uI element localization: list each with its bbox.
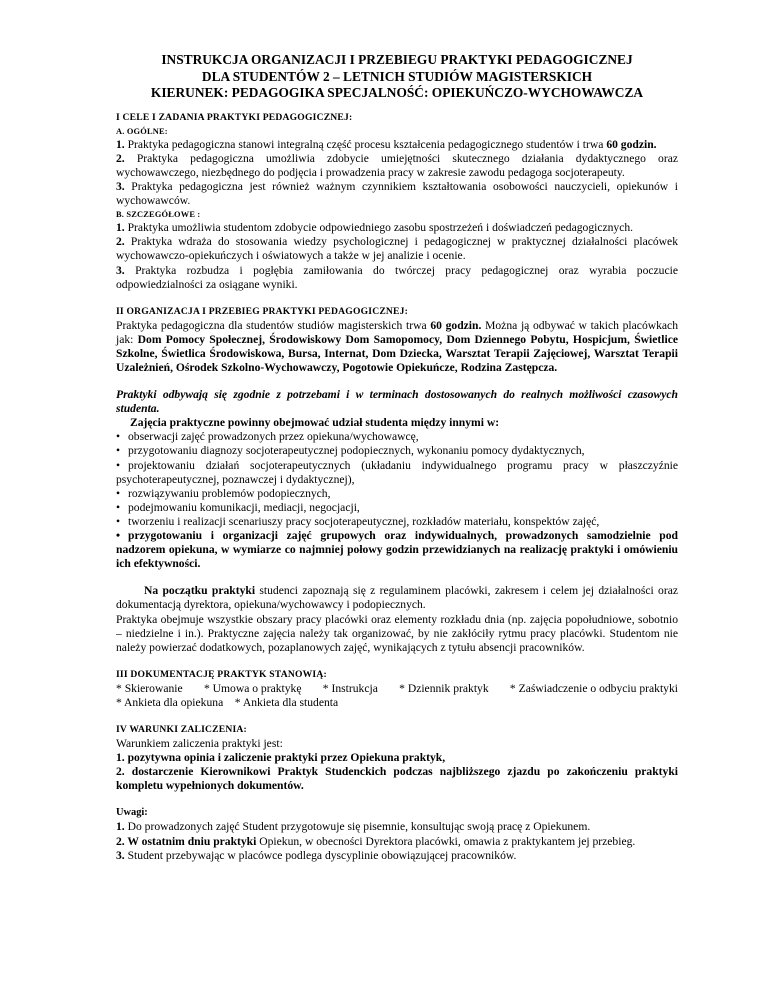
list-item	[116, 515, 678, 529]
section-conditions	[116, 723, 678, 793]
paragraph-text: Praktyka rozbudza i pogłębia zamiłowania do twórczej pracy pedagogicznej oraz wyrabia poczucie odpowiedzialności za osiągane wyniki.	[116, 263, 678, 291]
item-number: 2.	[116, 151, 125, 165]
item-number: 1.	[116, 137, 125, 151]
title-line-3: KIERUNEK: PEDAGOGIKA SPECJALNOŚĆ: OPIEKUŃCZO-WYCHOWAWCZA	[150, 85, 644, 101]
paragraph	[116, 235, 678, 263]
item-number: 1.	[116, 820, 125, 834]
list-item-text: rozwiązywaniu problemów podopiecznych,	[128, 486, 331, 500]
list-item-text: podejmowaniu komunikacji, mediacji, negocjacji,	[128, 500, 360, 514]
title-line-2: DLA STUDENTÓW 2 – LETNICH STUDIÓW MAGISTERSKICH	[201, 68, 593, 84]
section-goals	[116, 111, 678, 292]
note-item	[116, 835, 678, 849]
bold-text: 60 godzin.	[430, 318, 482, 332]
paragraph: Praktyka obejmuje wszystkie obszary pracy placówki oraz elementy rozkładu dnia (np. zajęcia popołudniowe, sobotnio – niedzielne i in.). Praktyczne zajęcia należy tak organizować, by nie zakłóciły rytmu pracy placówki. Studentom nie należy powierzać dodatkowych, pozaplanowych zajęć, wynikających z tytułu absencji pracowników.	[116, 612, 678, 654]
list-item	[116, 459, 678, 487]
bold-text: Na początku praktyki	[144, 584, 256, 598]
bullet-icon: •	[116, 458, 121, 472]
list-item	[116, 430, 678, 444]
document-item: * Zaświadczenie o odbyciu praktyki	[509, 681, 678, 695]
paragraph	[116, 221, 678, 235]
italic-note: Praktyki odbywają się zgodnie z potrzebami i w terminach dostosowanych do realnych możliwości czasowych studenta.	[116, 388, 678, 416]
bold-text: 60 godzin.	[606, 137, 657, 151]
document-page	[116, 52, 678, 863]
item-number: 2.	[116, 834, 125, 848]
condition-item: 1. pozytywna opinia i zaliczenie praktyki przez Opiekuna praktyk,	[116, 751, 446, 765]
document-item: * Umowa o praktykę	[203, 681, 302, 695]
documents-row	[116, 682, 678, 696]
list-intro: Zajęcia praktyczne powinny obejmować udział studenta między innymi w:	[130, 416, 500, 430]
title-line-1: INSTRUKCJA ORGANIZACJI I PRZEBIEGU PRAKTYKI PEDAGOGICZNEJ	[161, 52, 633, 67]
paragraph	[116, 180, 678, 208]
section-heading: II ORGANIZACJA I PRZEBIEG PRAKTYKI PEDAGOGICZNEJ:	[116, 305, 409, 317]
item-number: 3.	[116, 848, 125, 862]
notes-heading: Uwagi:	[116, 807, 148, 819]
paragraph-text: Praktyka wdraża do stosowania wiedzy psychologicznej i pedagogicznej w praktycznej działalności placówek wychowawczo-opiekuńczych i oświatowych a także w jej analizie i ocenie.	[116, 235, 678, 263]
list-item-text: tworzeniu i realizacji scenariuszy pracy socjoterapeutycznej, rozkładów materiału, konspektów zajęć,	[128, 514, 600, 528]
bullet-icon: •	[116, 500, 121, 514]
section-heading: III DOKUMENTACJĘ PRAKTYK STANOWIĄ:	[116, 668, 327, 680]
list-item	[116, 444, 678, 458]
list-item-text: przygotowaniu diagnozy socjoterapeutycznej podopiecznych, wykonaniu pomocy dydaktycznych,	[128, 444, 585, 458]
bullet-icon: •	[116, 430, 121, 444]
paragraph-text: studenci zapoznają się z regulaminem placówki, zakresem i celem jej działalności oraz dokumentacją dyrektora, opiekuna/wychowawcy i podopiecznych.	[116, 584, 678, 612]
item-number: 3.	[116, 180, 125, 194]
list-item-text: obserwacji zajęć prowadzonych przez opiekuna/wychowawcę,	[128, 430, 419, 444]
paragraph-text: Praktyka pedagogiczna umożliwia zdobycie umiejętności skutecznego działania dydaktycznego oraz wychowawczego, niezbędnego do podjęcia i prowadzenia pracy w zakresie zawodu pedagoga socjoterapeuty.	[116, 151, 678, 179]
paragraph-text: Praktyka umożliwia studentom zdobycie odpowiedniego zasobu spostrzeżeń i doświadczeń pedagogicznych.	[124, 221, 634, 235]
note-item	[116, 820, 678, 834]
paragraph-text: Opiekun, w obecności Dyrektora placówki, omawia z praktykantem jej przebieg.	[256, 834, 636, 848]
bullet-icon: •	[116, 529, 121, 543]
documents-row-2: * Ankieta dla opiekuna * Ankieta dla studenta	[116, 695, 339, 709]
paragraph	[116, 319, 678, 375]
places-list: Dom Pomocy Społecznej, Środowiskowy Dom Samopomocy, Dom Dziennego Pobytu, Hospicjum, Świetlice Szkolne, Świetlica Środowiskowa, Bursa, Internat, Dom Dziecka, Warsztat Terapii Zajęciowej, Warsztat Terapii Uzależnień, Ośrodek Szkolno-Wychowawczy, Pogotowie Opiekuńcze, Rodzina Zastępcza.	[116, 332, 678, 374]
paragraph-text: Praktyka pedagogiczna jest również ważnym czynnikiem kształtowania osobowości nauczycieli, opiekunów i wychowawców.	[116, 180, 678, 208]
section-organization	[116, 305, 678, 655]
bullet-icon: •	[116, 486, 121, 500]
paragraph	[116, 264, 678, 292]
list-item	[116, 501, 678, 515]
document-item: * Skierowanie	[116, 681, 183, 695]
paragraph	[116, 138, 678, 152]
list-item-text: projektowaniu działań socjoterapeutycznych (układaniu indywidualnego programu pracy w płaszczyźnie psychoterapeutycznej, poznawczej i dydaktycznej),	[116, 458, 678, 486]
item-number: 3.	[116, 263, 125, 277]
subsection-heading: A. OGÓLNE:	[116, 126, 168, 136]
bullet-icon: •	[116, 444, 121, 458]
paragraph: Warunkiem zaliczenia praktyki jest:	[116, 736, 283, 750]
condition-item: 2. dostarczenie Kierownikowi Praktyk Studenckich podczas najbliższego zjazdu po zakończeniu praktyki kompletu wypełnionych dokumentów.	[116, 765, 678, 793]
paragraph-text: Student przebywając w placówce podlega dyscyplinie obowiązującej pracowników.	[124, 848, 517, 862]
paragraph-text: Praktyka pedagogiczna stanowi integralną część procesu kształcenia pedagogicznego studentów i trwa	[124, 137, 607, 151]
paragraph-text: Praktyka pedagogiczna dla studentów studiów magisterskich trwa	[116, 318, 431, 332]
item-number: 2.	[116, 235, 125, 249]
paragraph-text: Do prowadzonych zajęć Student przygotowuje się pisemnie, konsultując swoją pracę z Opiekunem.	[124, 820, 591, 834]
list-item-text: przygotowaniu i organizacji zajęć grupowych oraz indywidualnych, prowadzonych samodzielnie pod nadzorem opiekuna, w wymiarze co najmniej połowy godzin przewidzianych na realizację praktyki i omówieniu ich efektywności.	[116, 529, 678, 571]
list-item	[116, 529, 678, 571]
document-item: * Dziennik praktyk	[399, 681, 489, 695]
note-item	[116, 849, 678, 863]
document-item: * Instrukcja	[322, 681, 378, 695]
bold-text: W ostatnim dniu praktyki	[124, 834, 257, 848]
document-title	[116, 52, 678, 102]
item-number: 1.	[116, 221, 125, 235]
subsection-heading: B. SZCZEGÓŁOWE :	[116, 210, 201, 220]
section-heading: IV WARUNKI ZALICZENIA:	[116, 723, 247, 735]
section-notes	[116, 806, 678, 862]
section-documentation	[116, 668, 678, 710]
bullet-list	[116, 430, 678, 571]
paragraph-text: Można ją odbywać w takich placówkach jak:	[116, 318, 678, 346]
list-item	[116, 487, 678, 501]
bullet-icon: •	[116, 514, 121, 528]
paragraph	[116, 152, 678, 180]
paragraph	[116, 584, 678, 612]
section-heading: I CELE I ZADANIA PRAKTYKI PEDAGOGICZNEJ:	[116, 111, 353, 123]
